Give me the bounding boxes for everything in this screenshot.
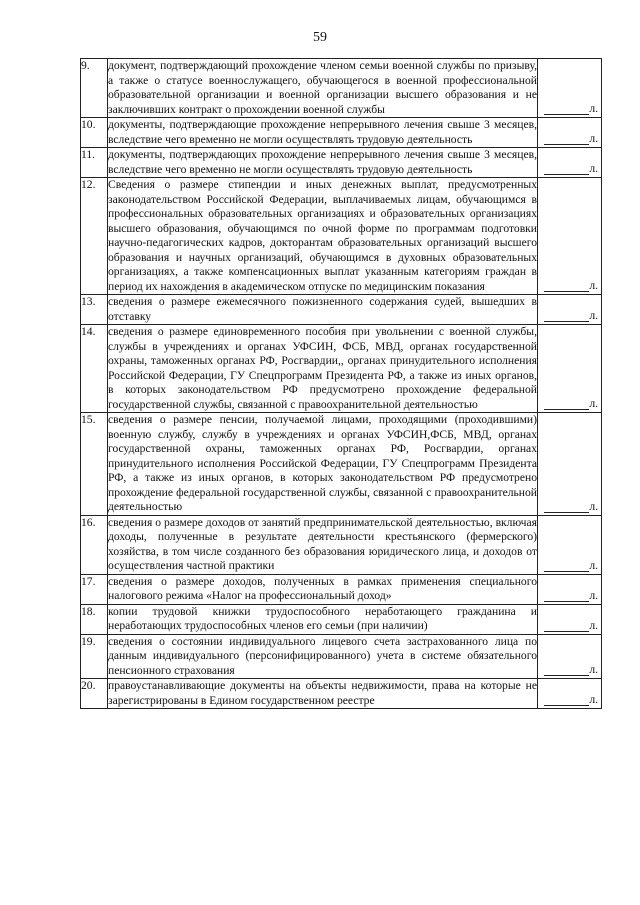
row-number: 9.	[81, 59, 108, 118]
row-number: 17.	[81, 574, 108, 604]
sheet-count-unit: л.	[589, 279, 598, 292]
sheet-count-blank-line	[544, 631, 589, 632]
sheet-count-cell	[538, 574, 602, 604]
document-description: сведения о состоянии индивидуального лицевого счета застрахованного лица по данным индивидуального (персонифицированного) учета в системе обязательного пенсионного страхования	[108, 634, 537, 677]
sheet-count-unit: л.	[589, 499, 598, 513]
row-number: 10.	[81, 118, 108, 148]
table-row	[81, 148, 602, 178]
document-description: сведения о размере единовременного пособия при увольнении с военной службы, службы в учреждениях и органах УФСИН, ФСБ, МВД, органах государственной охраны, таможенных органах РФ, Росгвардии,, органах принудительного исполнения Российской Федерации, ГУ Спецпрограмм Президента РФ, а также из иных органов, в которых законодательством РФ предусмотрено прохождение федеральной государственной службы, связанной с правоохранительной деятельностью	[108, 325, 537, 411]
sheet-count-unit: л.	[589, 162, 598, 175]
document-description: копии трудовой книжки трудоспособного неработающего гражданина и неработающих трудоспособных членов его семьи (при наличии)	[108, 604, 537, 632]
document-description: документ, подтверждающий прохождение членом семьи военной службы по призыву, а также о статусе военнослужащего, обучающегося в военной профессиональной образовательной организации и военной организации высшего образования и не заключивших контракт о прохождении военной службы	[108, 59, 537, 116]
table-row	[81, 178, 602, 295]
table-row	[81, 574, 602, 604]
sheet-count-blank-line	[544, 174, 589, 175]
sheet-count-cell	[538, 515, 602, 574]
document-description: Сведения о размере стипендии и иных денежных выплат, предусмотренных законодательством Российской Федерации, выплачиваемых лицам, обучающимся в профессиональных образовательных организациях и образовательных организациях высшего образования, обучающимся по очной форме по программам подготовки научно-педагогических кадров, докторантам образовательных организаций высшего образования и научных организаций, обучающимся в духовных образовательных организациях, а также компенсационных выплат указанным категориям граждан в период их нахождения в академическом отпуске по медицинским показания	[108, 178, 537, 293]
table-row	[81, 413, 602, 516]
sheet-count-cell	[538, 59, 602, 118]
document-description: документы, подтверждающих прохождение непрерывного лечения свыше 3 месяцев, вследствие чего временно не могли осуществлять трудовую деятельность	[108, 148, 537, 176]
table-row	[81, 604, 602, 634]
sheet-count-unit: л.	[589, 693, 598, 706]
sheet-count-blank-line	[544, 321, 589, 322]
document-description: сведения о размере доходов от занятий предпринимательской деятельностью, включая доходы, полученные в результате деятельности крестьянского (фермерского) хозяйства, в том числе созданного без образования юридического лица, и доходов от осуществления частной практики	[108, 515, 537, 572]
row-number: 15.	[81, 413, 108, 516]
row-number: 18.	[81, 604, 108, 634]
page-number: 59	[313, 30, 327, 45]
table-row	[81, 118, 602, 148]
documents-table-body	[81, 59, 602, 709]
document-description: правоустанавливающие документы на объекты недвижимости, права на которые не зарегистрированы в Едином государственном реестре	[108, 679, 537, 707]
sheet-count-unit: л.	[589, 132, 598, 145]
sheet-count-unit: л.	[589, 558, 598, 572]
document-description: сведения о размере пенсии, получаемой лицами, проходящими (проходившими) военную службу, службу в учреждениях и органах УФСИН,ФСБ, МВД, органах государственной охраны, таможенных органах РФ, Росгвардии, органах принудительного исполнения Российской Федерации, ГУ Спецпрограмм Президента РФ, а также из иных органов, в которых законодательством РФ предусмотрено прохождение федеральной государственной службы, связанной с правоохранительной деятельностью	[108, 413, 537, 513]
row-number: 19.	[81, 634, 108, 679]
sheet-count-cell	[538, 325, 602, 413]
sheet-count-unit: л.	[589, 663, 598, 676]
sheet-count-cell	[538, 295, 602, 325]
row-number: 11.	[81, 148, 108, 178]
sheet-count-unit: л.	[589, 618, 598, 632]
sheet-count-cell	[538, 604, 602, 634]
table-row	[81, 679, 602, 709]
table-row	[81, 295, 602, 325]
table-row	[81, 634, 602, 679]
sheet-count-blank-line	[544, 291, 589, 292]
sheet-count-cell	[538, 679, 602, 709]
row-number: 14.	[81, 325, 108, 413]
sheet-count-blank-line	[544, 512, 589, 513]
sheet-count-unit: л.	[589, 588, 598, 602]
sheet-count-unit: л.	[589, 309, 598, 322]
document-description: сведения о размере доходов, полученных в рамках применения специального налогового режима «Налог на профессиональный доход»	[108, 574, 537, 602]
row-number: 20.	[81, 679, 108, 709]
document-description: сведения о размере ежемесячного пожизненного содержания судей, вышедших в отставку	[108, 295, 537, 323]
sheet-count-blank-line	[544, 144, 589, 145]
sheet-count-blank-line	[544, 409, 589, 410]
sheet-count-blank-line	[544, 114, 589, 115]
sheet-count-unit: л.	[589, 397, 598, 410]
sheet-count-cell	[538, 634, 602, 679]
table-row	[81, 59, 602, 118]
sheet-count-blank-line	[544, 705, 589, 706]
sheet-count-cell	[538, 178, 602, 295]
row-number: 13.	[81, 295, 108, 325]
sheet-count-unit: л.	[589, 102, 598, 115]
table-row	[81, 325, 602, 413]
sheet-count-cell	[538, 148, 602, 178]
sheet-count-blank-line	[544, 601, 589, 602]
documents-table	[80, 58, 602, 709]
row-number: 12.	[81, 178, 108, 295]
table-row	[81, 515, 602, 574]
sheet-count-blank-line	[544, 675, 589, 676]
row-number: 16.	[81, 515, 108, 574]
document-description: документы, подтверждающие прохождение непрерывного лечения свыше 3 месяцев, вследствие чего временно не могли осуществлять трудовую деятельность	[108, 118, 537, 146]
sheet-count-cell	[538, 413, 602, 516]
sheet-count-cell	[538, 118, 602, 148]
sheet-count-blank-line	[544, 571, 589, 572]
